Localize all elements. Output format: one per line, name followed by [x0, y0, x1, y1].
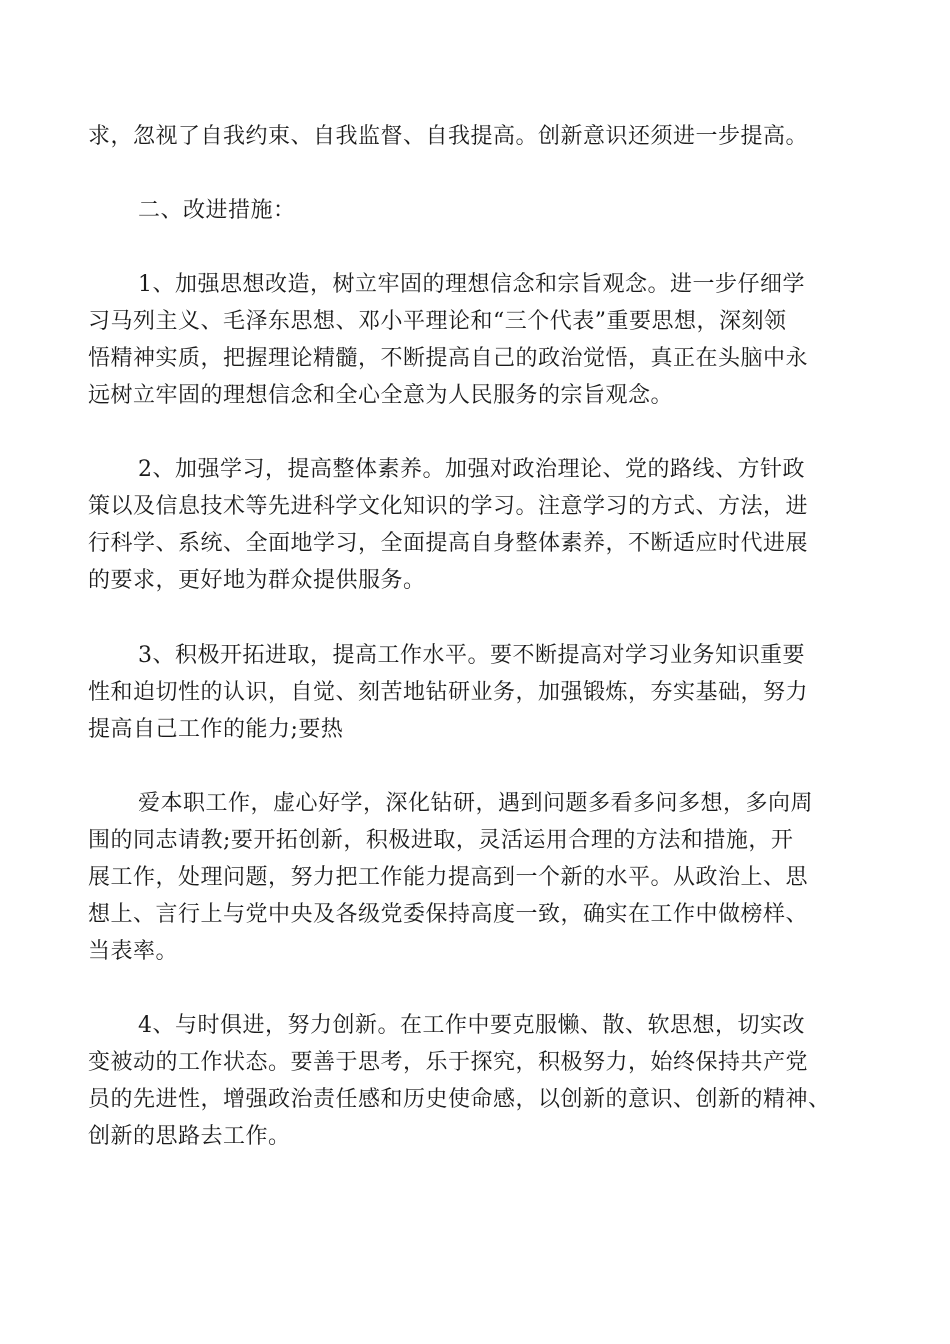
paragraph-line: 的要求，更好地为群众提供服务。 — [88, 568, 426, 593]
paragraph-line: 策以及信息技术等先进科学文化知识的学习。注意学习的方式、方法，进 — [88, 494, 809, 519]
paragraph-line: 展工作，处理问题，努力把工作能力提高到一个新的水平。从政治上、思 — [88, 865, 809, 890]
paragraph-line: 1、加强思想改造，树立牢固的理想信念和宗旨观念。进一步仔细学 — [138, 272, 805, 297]
paragraph-line: 员的先进性，增强政治责任感和历史使命感，以创新的意识、创新的精神、 — [88, 1087, 831, 1112]
paragraph-line: 习马列主义、毛泽东思想、邓小平理论和“三个代表”重要思想，深刻领 — [88, 309, 787, 334]
paragraph-line: 变被动的工作状态。要善于思考，乐于探究，积极努力，始终保持共产党 — [88, 1050, 809, 1075]
paragraph-line: 爱本职工作，虚心好学，深化钻研，遇到问题多看多问多想，多向周 — [138, 791, 814, 816]
paragraph-line: 远树立牢固的理想信念和全心全意为人民服务的宗旨观念。 — [88, 383, 674, 408]
paragraph-line: 行科学、系统、全面地学习，全面提高自身整体素养，不断适应时代进展 — [88, 531, 809, 556]
paragraph-line: 4、与时俱进，努力创新。在工作中要克服懒、散、软思想，切实改 — [138, 1013, 805, 1038]
paragraph-line: 2、加强学习，提高整体素养。加强对政治理论、党的路线、方针政 — [138, 457, 805, 482]
paragraph-line: 提高自己工作的能力;要热 — [88, 717, 344, 742]
paragraph-line: 性和迫切性的认识，自觉、刻苦地钻研业务，加强锻炼，夯实基础，努力 — [88, 680, 809, 705]
paragraph-line: 3、积极开拓进取，提高工作水平。要不断提高对学习业务知识重要 — [138, 643, 805, 668]
paragraph-line: 当表率。 — [88, 939, 179, 964]
paragraph-line: 想上、言行上与党中央及各级党委保持高度一致，确实在工作中做榜样、 — [88, 902, 809, 927]
paragraph-line: 创新的思路去工作。 — [88, 1124, 291, 1149]
paragraph-line: 悟精神实质，把握理论精髓，不断提高自己的政治觉悟，真正在头脑中永 — [88, 346, 809, 371]
paragraph-line: 围的同志请教;要开拓创新，积极进取，灵活运用合理的方法和措施，开 — [88, 828, 794, 853]
paragraph-line: 求，忽视了自我约束、自我监督、自我提高。创新意识还须进一步提高。 — [88, 124, 809, 149]
section-heading: 二、改进措施： — [138, 198, 296, 223]
